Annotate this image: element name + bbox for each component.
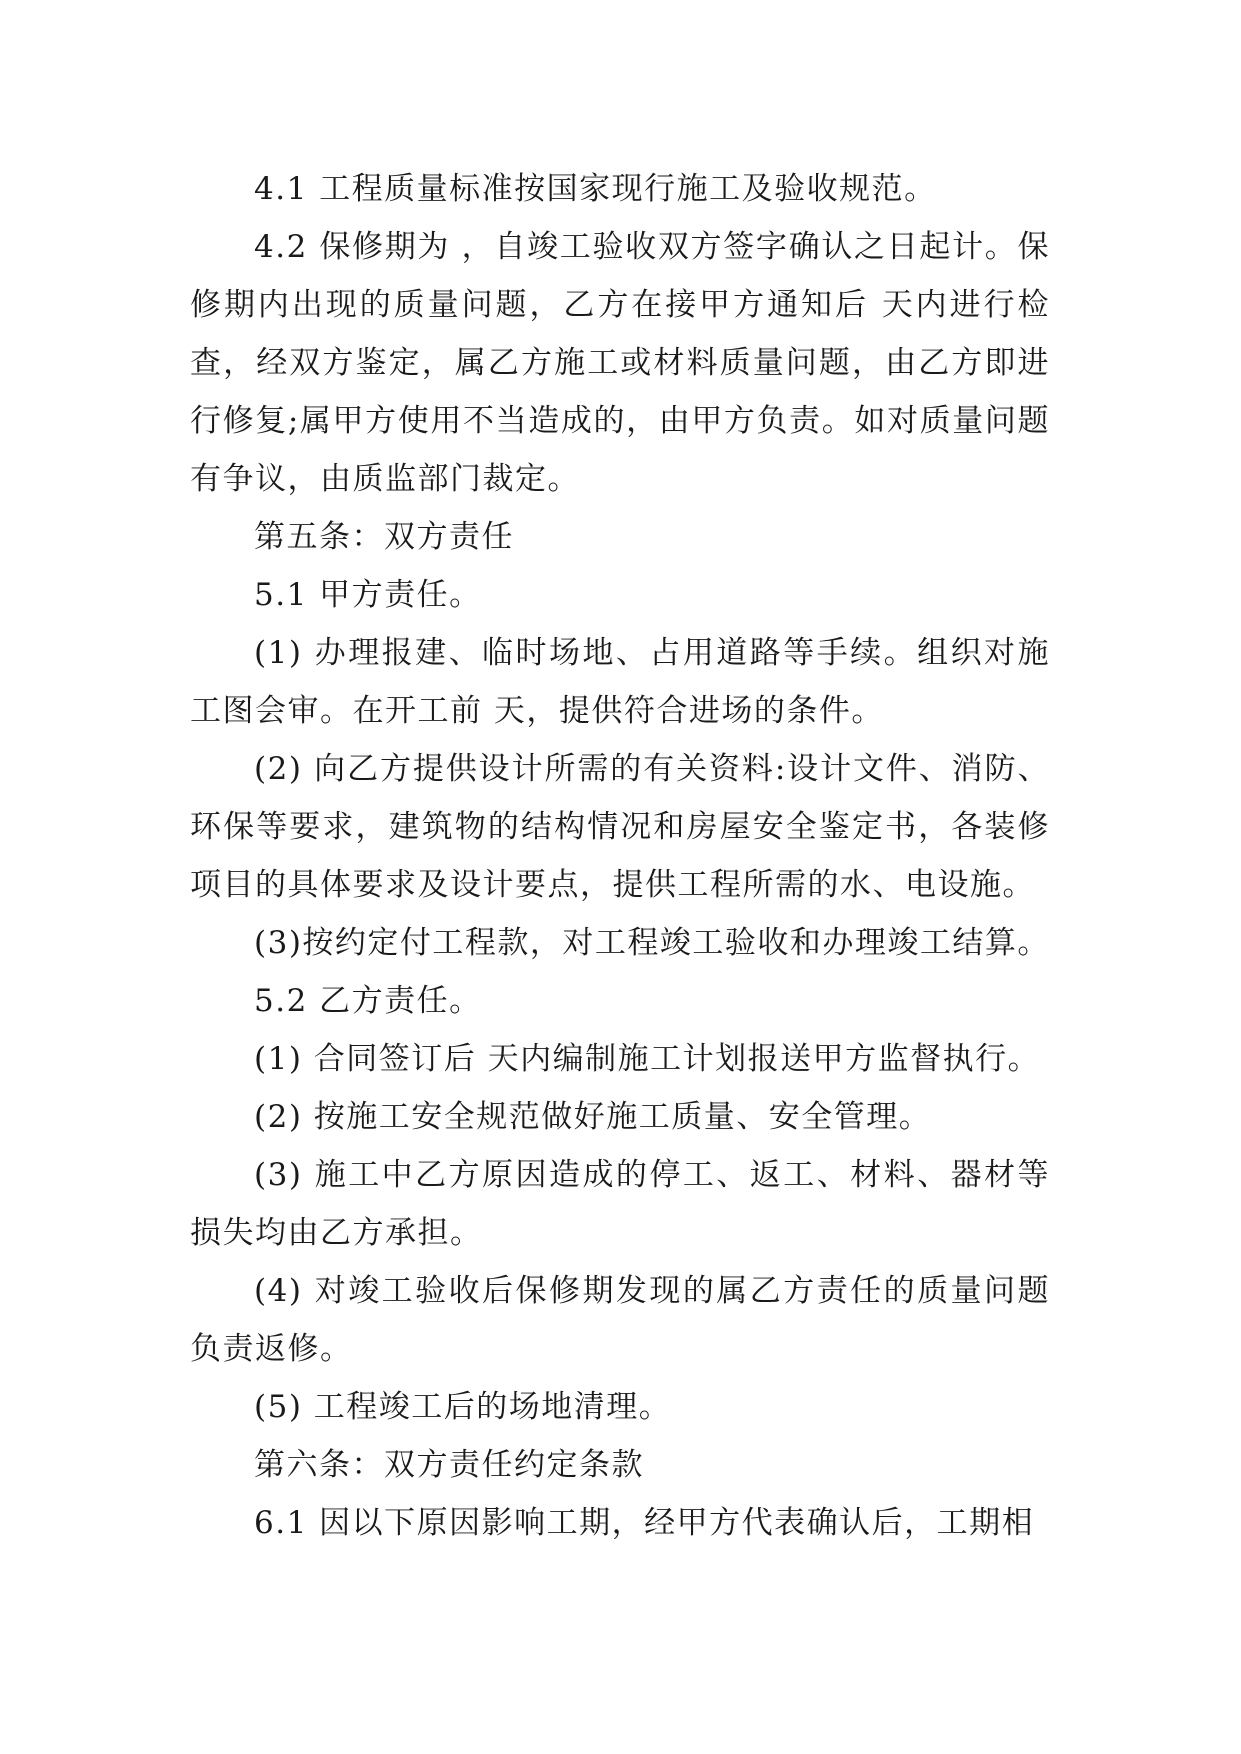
clause-4-1: 4.1 工程质量标准按国家现行施工及验收规范。 bbox=[254, 171, 937, 207]
article-6-heading: 第六条：双方责任约定条款 bbox=[254, 1447, 644, 1483]
clause-5-2: 5.2 乙方责任。 bbox=[254, 983, 482, 1019]
article-5-heading: 第五条：双方责任 bbox=[254, 519, 514, 555]
clause-5-1-item-2: (2) 向乙方提供设计所需的有关资料:设计文件、消防、环保等要求，建筑物的结构情况和房屋安全鉴定书，各装修项目的具体要求及设计要点，提供工程所需的水、电设施。 bbox=[190, 751, 1050, 903]
clause-6-1: 6.1 因以下原因影响工期，经甲方代表确认后，工期相 bbox=[254, 1505, 1035, 1541]
clause-5-1-item-3: (3)按约定付工程款，对工程竣工验收和办理竣工结算。 bbox=[254, 925, 1050, 961]
clause-5-2-item-4: (4) 对竣工验收后保修期发现的属乙方责任的质量问题负责返修。 bbox=[190, 1273, 1050, 1367]
clause-5-2-item-3: (3) 施工中乙方原因造成的停工、返工、材料、器材等损失均由乙方承担。 bbox=[190, 1157, 1050, 1251]
clause-5-2-item-5: (5) 工程竣工后的场地清理。 bbox=[254, 1389, 672, 1425]
clause-5-2-item-2: (2) 按施工安全规范做好施工质量、安全管理。 bbox=[254, 1099, 932, 1135]
clause-4-2: 4.2 保修期为 ，自竣工验收双方签字确认之日起计。保修期内出现的质量问题，乙方在接甲方通知后 天内进行检查，经双方鉴定，属乙方施工或材料质量问题，由乙方即进行修复;属甲方使用不当造成的，由甲方负责。如对质量问题有争议，由质监部门裁定。 bbox=[190, 229, 1050, 497]
clause-5-1-item-1: (1) 办理报建、临时场地、占用道路等手续。组织对施工图会审。在开工前 天，提供符合进场的条件。 bbox=[190, 635, 1050, 729]
clause-5-2-item-1: (1) 合同签订后 天内编制施工计划报送甲方监督执行。 bbox=[254, 1041, 1041, 1077]
document-body bbox=[190, 160, 1050, 1552]
clause-5-1: 5.1 甲方责任。 bbox=[254, 577, 482, 613]
